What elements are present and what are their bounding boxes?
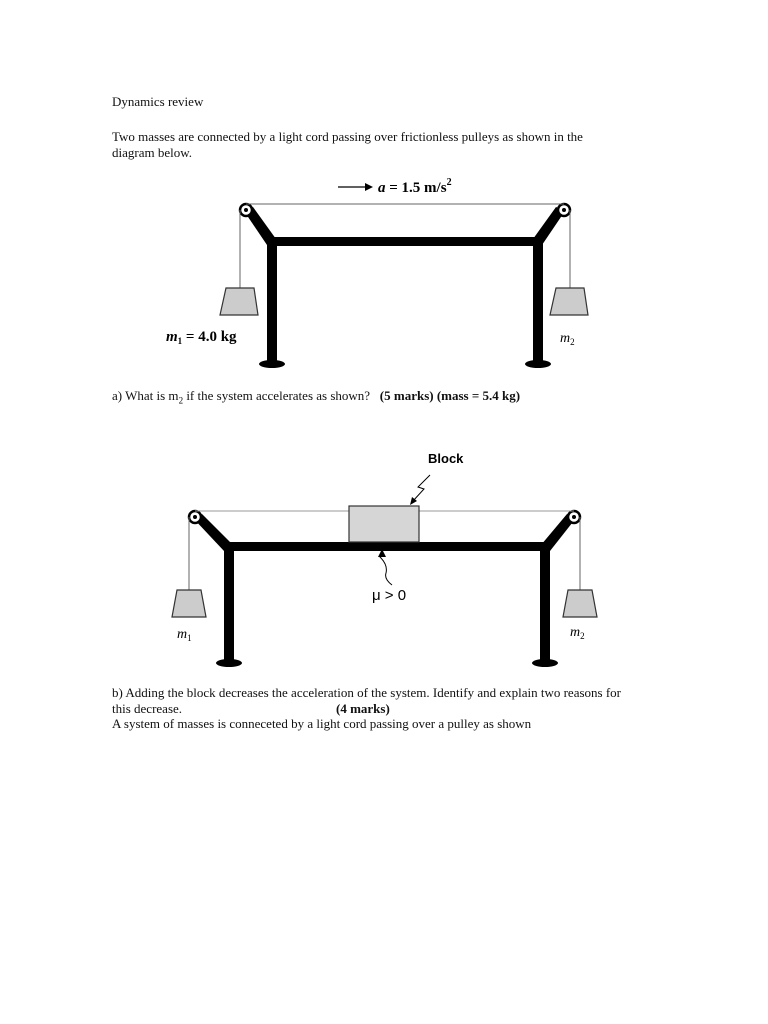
- m1-label: $m_1 = 4.0$ kg: [166, 329, 237, 346]
- pulley-diagram-2: [160, 445, 600, 675]
- question-b-marks: (4 marks): [336, 701, 390, 716]
- accel-label: a = 1.5 $m/s^2$: [378, 177, 452, 196]
- next-question-line: A system of masses is conneceted by a light cord passing over a pulley as shown: [112, 716, 532, 731]
- intro-line-1: Two masses are connected by a light cord passing over frictionless pulleys as shown in the: [112, 129, 583, 144]
- friction-block: [349, 506, 419, 542]
- page-title: Dynamics review: [112, 94, 204, 109]
- question-a-marks: (5 marks) (mass = 5.4 kg): [379, 388, 521, 403]
- question-b-line-2: this decrease.: [112, 701, 183, 716]
- mass-m2-1: [550, 288, 588, 315]
- intro-line-2: diagram below.: [112, 145, 193, 160]
- pulley-diagram-1: [160, 175, 600, 375]
- question-a: a) What is $m_2$ if the system accelerates as shown? (5 marks) (mass = 5.4 kg): [112, 388, 521, 406]
- m1-label-2: $m_1$: [177, 627, 192, 643]
- m2-label-2: $m_2$: [570, 625, 585, 641]
- mass-m1-2: [172, 590, 206, 617]
- mass-m2-2: [563, 590, 597, 617]
- mass-m1-1: [220, 288, 258, 315]
- block-label: Block: [428, 451, 464, 466]
- question-b-line-1: b) Adding the block decreases the acceleration of the system. Identify and explain two reasons for: [112, 685, 621, 700]
- m2-label: $m_2$: [560, 331, 575, 347]
- mu-label: μ > 0: [372, 587, 407, 604]
